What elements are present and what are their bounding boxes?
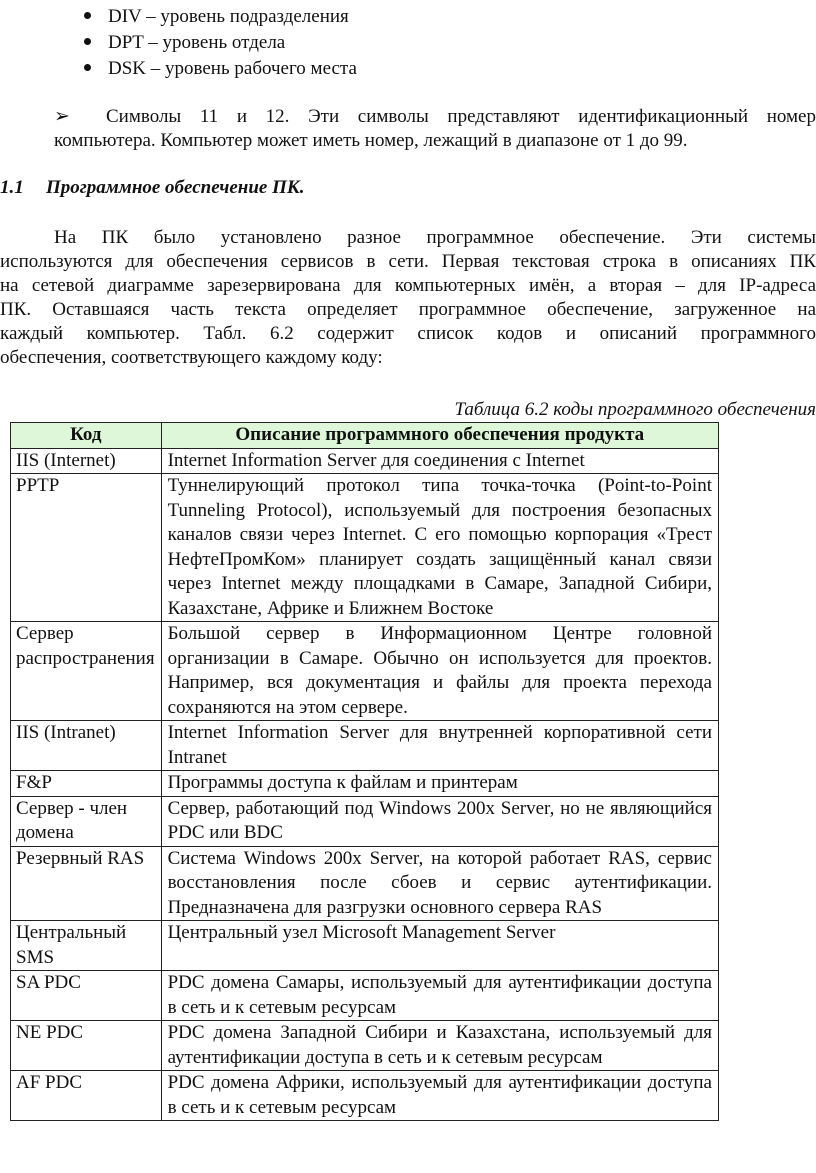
table-row: [11, 1021, 719, 1071]
table-row: [11, 622, 719, 721]
bullet-dot-icon: [84, 38, 91, 45]
table-row: [11, 921, 719, 971]
description-cell: PDC домена Западной Сибири и Казахстана, используемый для аутентификации доступа в сеть и к сетевым ресурсам: [161, 1021, 718, 1071]
paragraph-line: обеспечения, соответствующего каждому коду:: [0, 347, 383, 368]
bullet-text: DPT – уровень отдела: [108, 32, 286, 53]
table-row: [11, 771, 719, 797]
description-cell: Программы доступа к файлам и принтерам: [161, 771, 718, 797]
section-number: 1.1: [0, 177, 24, 198]
table-header-row: [11, 423, 719, 449]
header-description: Описание программного обеспечения продукта: [161, 423, 718, 449]
bullet-text: DSK – уровень рабочего места: [108, 58, 357, 79]
table-row: [11, 846, 719, 921]
code-cell: PPTP: [11, 474, 162, 622]
section-title: Программное обеспечение ПК.: [46, 177, 305, 198]
description-cell: Центральный узел Microsoft Management Server: [161, 921, 718, 971]
table-caption: Таблица 6.2 коды программного обеспечения: [454, 399, 816, 420]
description-cell: Большой сервер в Информационном Центре головной организации в Самаре. Обычно он используется для проектов. Например, вся документация и файлы для проекта перехода сохраняются на этом сервере.: [161, 622, 718, 721]
table-row: [11, 474, 719, 622]
bullet-item: [84, 56, 357, 82]
code-cell: Сервер - член домена: [11, 796, 162, 846]
code-cell: Центральный SMS: [11, 921, 162, 971]
section-heading: [0, 177, 305, 199]
paragraph-line: используются для обеспечения сервисов в сети. Первая текстовая строка в описаниях ПК: [0, 251, 816, 272]
description-cell: PDC домена Самары, используемый для аутентификации доступа в сеть и к сетевым ресурсам: [161, 971, 718, 1021]
table-row: [11, 796, 719, 846]
description-cell: Internet Information Server для соединения с Internet: [161, 448, 718, 474]
table-row: [11, 721, 719, 771]
bullet-item: [84, 4, 349, 30]
arrow-bullet-icon: ➢: [54, 106, 70, 127]
description-cell: Internet Information Server для внутренней корпоративной сети Intranet: [161, 721, 718, 771]
description-cell: Система Windows 200x Server, на которой работает RAS, сервис восстановления после сбоев и сервис аутентификации. Предназначена для разгрузки основного сервера RAS: [161, 846, 718, 921]
table-row: [11, 448, 719, 474]
bullet-item: [84, 30, 285, 56]
bullet-dot-icon: [84, 12, 91, 19]
header-code: Код: [11, 423, 162, 449]
paragraph-line: на сетевой диаграмме зарезервирована для компьютерных имён, а вторая – для IP-адреса: [0, 275, 816, 296]
paragraph-line: каждый компьютер. Табл. 6.2 содержит список кодов и описаний программного: [0, 323, 816, 344]
code-cell: Сервер распространения: [11, 622, 162, 721]
description-cell: Туннелирующий протокол типа точка-точка (Point-to-Point Tunneling Protocol), используемый для построения безопасных каналов связи через Internet. С его помощью корпорация «Трест НефтеПромКом» планирует создать защищённый канал связи через Internet между площадками в Самаре, Западной Сибири, Казахстане, Африке и Ближнем Востоке: [161, 474, 718, 622]
software-codes-table: [10, 422, 719, 1121]
code-cell: NE PDC: [11, 1021, 162, 1071]
code-cell: Резервный RAS: [11, 846, 162, 921]
code-cell: SA PDC: [11, 971, 162, 1021]
paragraph-line: На ПК было установлено разное программное обеспечение. Эти системы: [54, 227, 816, 248]
description-cell: Сервер, работающий под Windows 200x Server, но не являющийся PDC или BDC: [161, 796, 718, 846]
bullet-text: DIV – уровень подразделения: [108, 6, 349, 27]
paragraph-line: ➢ Символы 11 и 12. Эти символы представляют идентификационный номер: [54, 106, 816, 127]
description-cell: PDC домена Африки, используемый для аутентификации доступа в сеть и к сетевым ресурсам: [161, 1071, 718, 1121]
arrow-paragraph: [54, 105, 816, 153]
code-cell: AF PDC: [11, 1071, 162, 1121]
paragraph-line: ПК. Оставшаяся часть текста определяет программное обеспечение, загруженное на: [0, 299, 816, 320]
paragraph-line: компьютера. Компьютер может иметь номер, лежащий в диапазоне от 1 до 99.: [54, 130, 688, 151]
table-row: [11, 1071, 719, 1121]
code-cell: F&P: [11, 771, 162, 797]
bullet-dot-icon: [84, 64, 91, 71]
code-cell: IIS (Intranet): [11, 721, 162, 771]
code-cell: IIS (Internet): [11, 448, 162, 474]
table-row: [11, 971, 719, 1021]
body-paragraph: [0, 226, 816, 370]
